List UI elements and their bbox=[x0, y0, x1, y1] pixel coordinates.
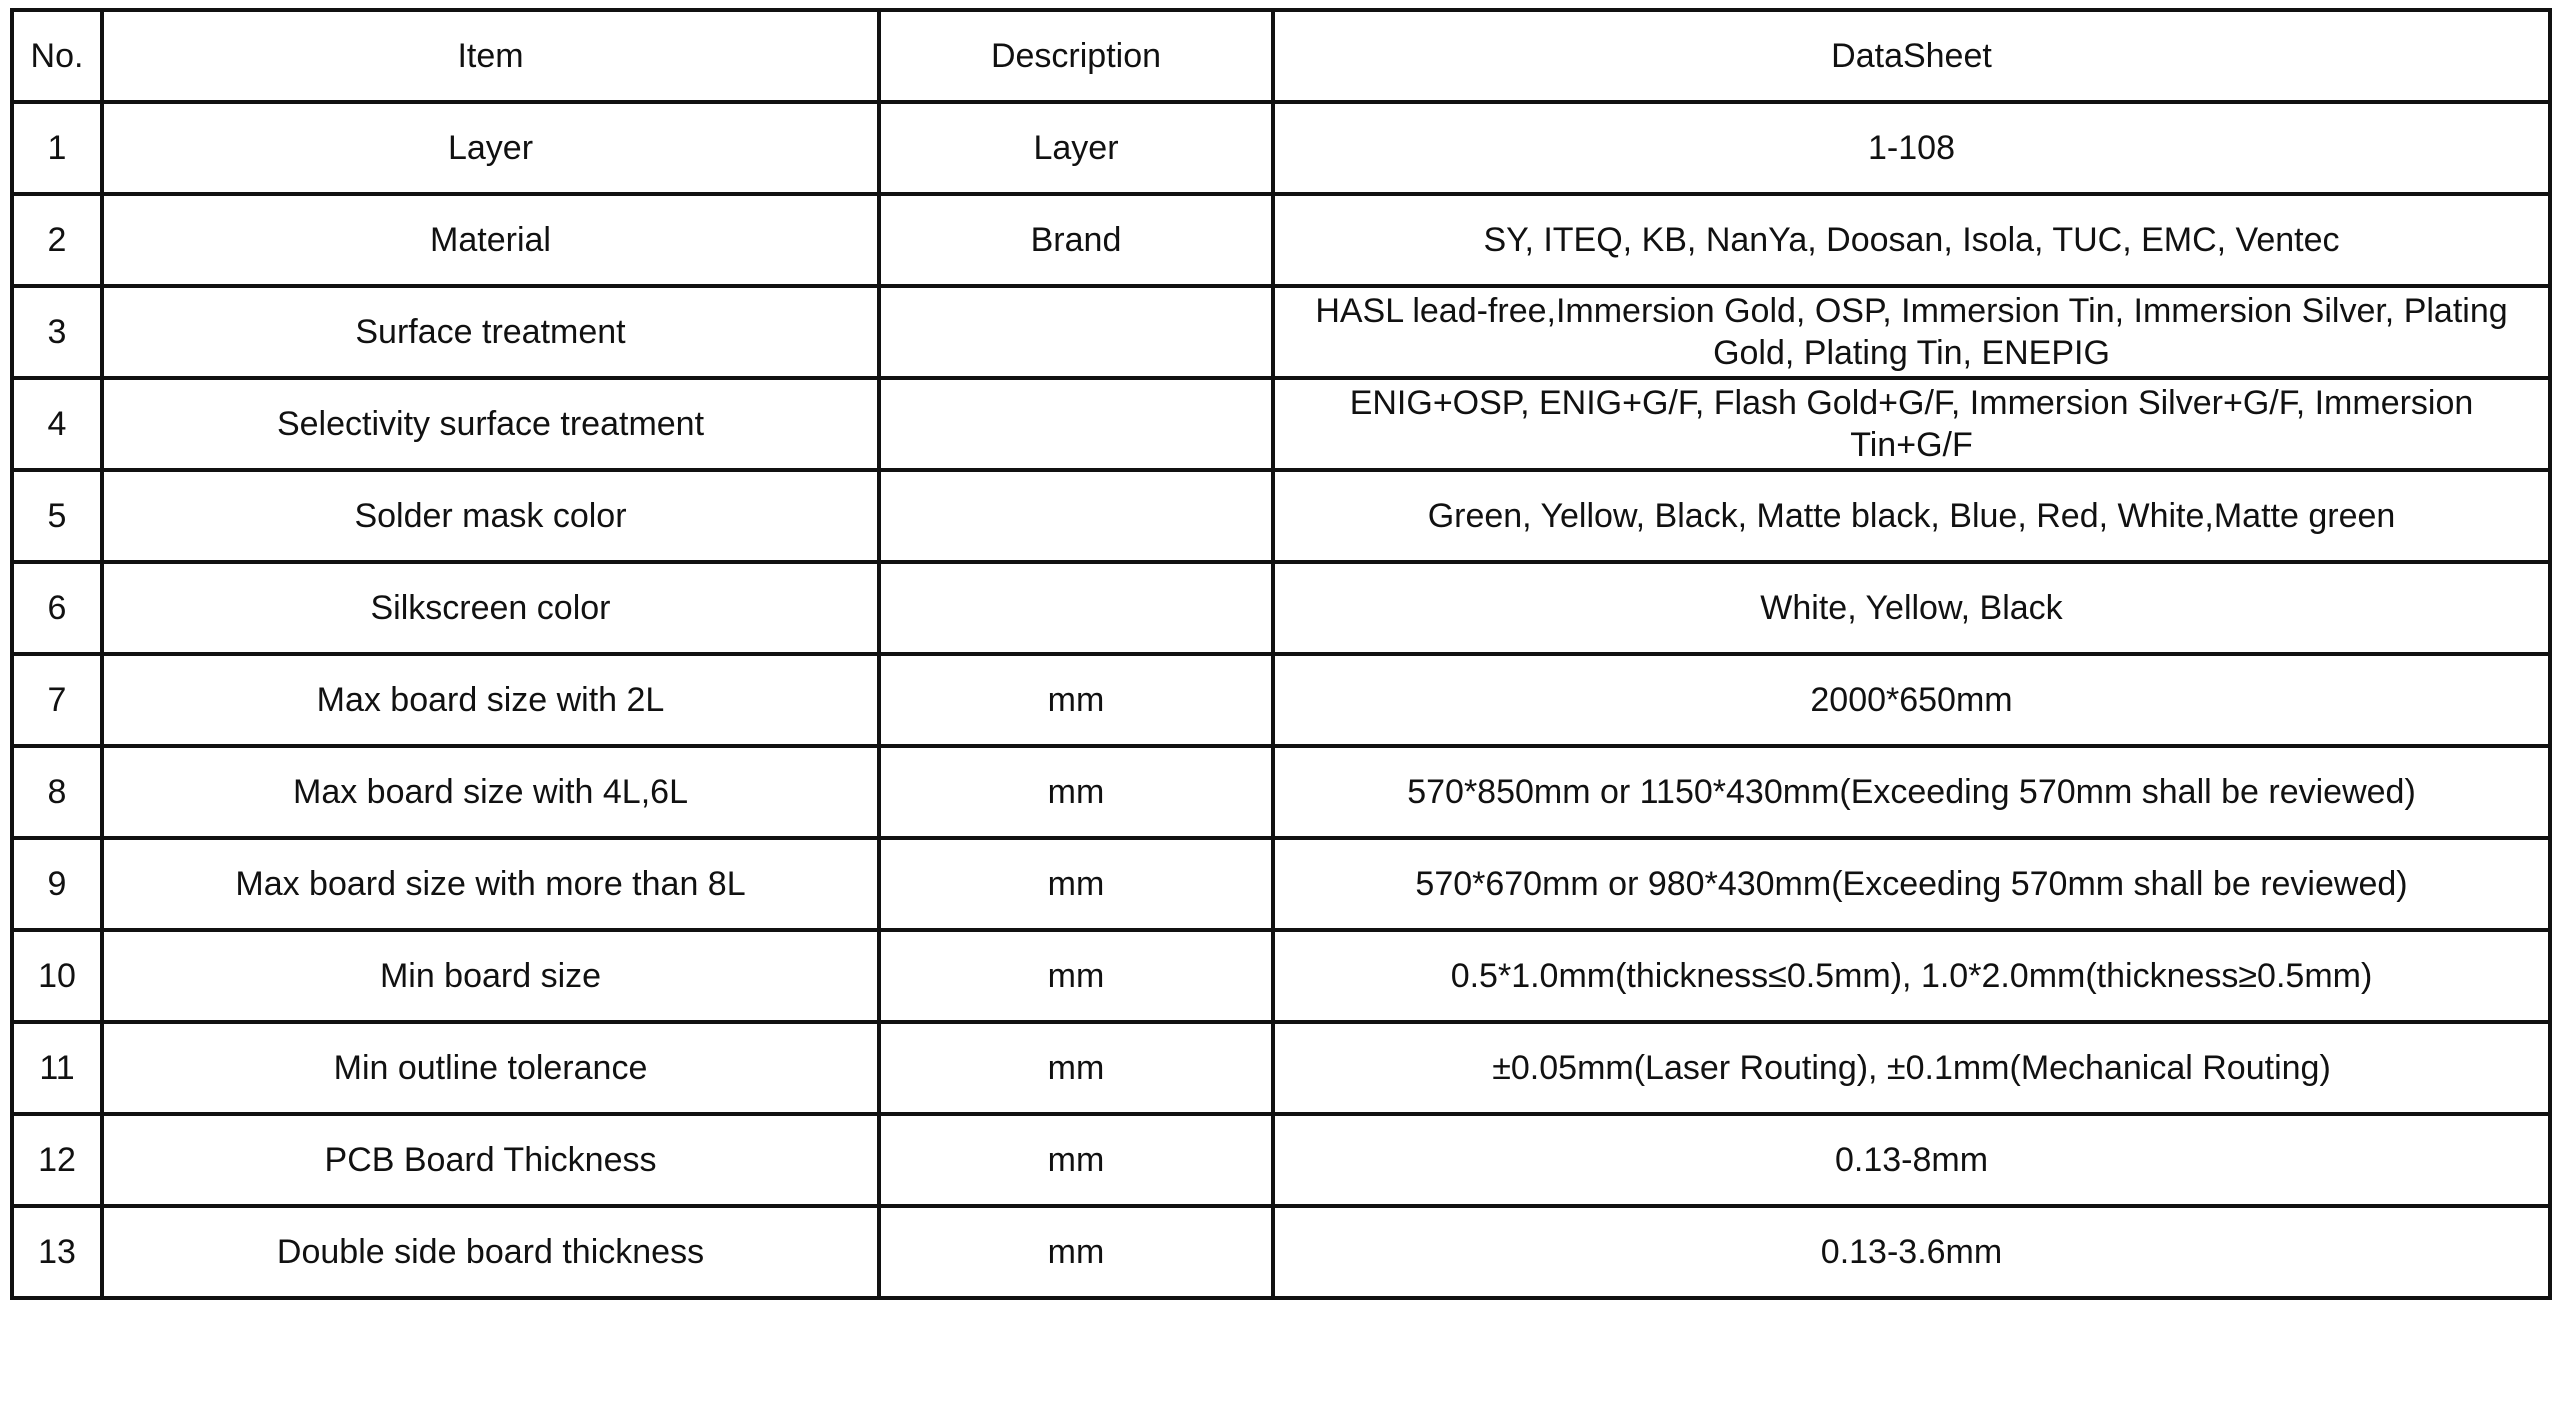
cell-item: Surface treatment bbox=[102, 286, 879, 378]
header-description: Description bbox=[879, 10, 1273, 102]
cell-datasheet: 1-108 bbox=[1273, 102, 2550, 194]
header-datasheet: DataSheet bbox=[1273, 10, 2550, 102]
table-header bbox=[12, 10, 2550, 102]
cell-description bbox=[879, 470, 1273, 562]
cell-description: mm bbox=[879, 838, 1273, 930]
cell-item: Min outline tolerance bbox=[102, 1022, 879, 1114]
cell-datasheet: 570*670mm or 980*430mm(Exceeding 570mm shall be reviewed) bbox=[1273, 838, 2550, 930]
cell-description: mm bbox=[879, 1022, 1273, 1114]
cell-description: mm bbox=[879, 1114, 1273, 1206]
cell-description: mm bbox=[879, 1206, 1273, 1298]
cell-item: PCB Board Thickness bbox=[102, 1114, 879, 1206]
table-row bbox=[12, 286, 2550, 378]
header-item: Item bbox=[102, 10, 879, 102]
cell-no: 10 bbox=[12, 930, 102, 1022]
cell-datasheet: White, Yellow, Black bbox=[1273, 562, 2550, 654]
cell-item: Selectivity surface treatment bbox=[102, 378, 879, 470]
cell-description: Brand bbox=[879, 194, 1273, 286]
pcb-capability-table bbox=[10, 8, 2552, 1300]
cell-item: Min board size bbox=[102, 930, 879, 1022]
cell-datasheet: 0.13-3.6mm bbox=[1273, 1206, 2550, 1298]
table-row bbox=[12, 930, 2550, 1022]
cell-no: 12 bbox=[12, 1114, 102, 1206]
cell-datasheet: ±0.05mm(Laser Routing), ±0.1mm(Mechanical Routing) bbox=[1273, 1022, 2550, 1114]
cell-datasheet: 570*850mm or 1150*430mm(Exceeding 570mm shall be reviewed) bbox=[1273, 746, 2550, 838]
cell-item: Max board size with 4L,6L bbox=[102, 746, 879, 838]
cell-description bbox=[879, 286, 1273, 378]
cell-no: 7 bbox=[12, 654, 102, 746]
cell-description: Layer bbox=[879, 102, 1273, 194]
cell-datasheet: SY, ITEQ, KB, NanYa, Doosan, Isola, TUC, EMC, Ventec bbox=[1273, 194, 2550, 286]
cell-no: 8 bbox=[12, 746, 102, 838]
table-row bbox=[12, 378, 2550, 470]
table-body bbox=[12, 102, 2550, 1298]
cell-no: 13 bbox=[12, 1206, 102, 1298]
table-row bbox=[12, 746, 2550, 838]
cell-datasheet: Green, Yellow, Black, Matte black, Blue, Red, White,Matte green bbox=[1273, 470, 2550, 562]
cell-datasheet: ENIG+OSP, ENIG+G/F, Flash Gold+G/F, Immersion Silver+G/F, Immersion Tin+G/F bbox=[1273, 378, 2550, 470]
table-row bbox=[12, 470, 2550, 562]
table-row bbox=[12, 1206, 2550, 1298]
cell-datasheet: 0.5*1.0mm(thickness≤0.5mm), 1.0*2.0mm(thickness≥0.5mm) bbox=[1273, 930, 2550, 1022]
table-row bbox=[12, 194, 2550, 286]
cell-item: Material bbox=[102, 194, 879, 286]
cell-no: 1 bbox=[12, 102, 102, 194]
cell-description: mm bbox=[879, 746, 1273, 838]
cell-item: Silkscreen color bbox=[102, 562, 879, 654]
cell-no: 4 bbox=[12, 378, 102, 470]
cell-item: Solder mask color bbox=[102, 470, 879, 562]
cell-no: 11 bbox=[12, 1022, 102, 1114]
table-row bbox=[12, 654, 2550, 746]
header-no: No. bbox=[12, 10, 102, 102]
cell-description bbox=[879, 562, 1273, 654]
cell-no: 6 bbox=[12, 562, 102, 654]
cell-no: 2 bbox=[12, 194, 102, 286]
table-row bbox=[12, 838, 2550, 930]
cell-item: Max board size with 2L bbox=[102, 654, 879, 746]
table-row bbox=[12, 102, 2550, 194]
header-row bbox=[12, 10, 2550, 102]
cell-datasheet: 2000*650mm bbox=[1273, 654, 2550, 746]
cell-item: Layer bbox=[102, 102, 879, 194]
cell-description bbox=[879, 378, 1273, 470]
cell-no: 9 bbox=[12, 838, 102, 930]
cell-description: mm bbox=[879, 930, 1273, 1022]
cell-datasheet: HASL lead-free,Immersion Gold, OSP, Immersion Tin, Immersion Silver, Plating Gold, Plating Tin, ENEPIG bbox=[1273, 286, 2550, 378]
cell-no: 5 bbox=[12, 470, 102, 562]
cell-item: Double side board thickness bbox=[102, 1206, 879, 1298]
cell-item: Max board size with more than 8L bbox=[102, 838, 879, 930]
table-row bbox=[12, 562, 2550, 654]
table-row bbox=[12, 1114, 2550, 1206]
cell-datasheet: 0.13-8mm bbox=[1273, 1114, 2550, 1206]
cell-description: mm bbox=[879, 654, 1273, 746]
cell-no: 3 bbox=[12, 286, 102, 378]
table-row bbox=[12, 1022, 2550, 1114]
